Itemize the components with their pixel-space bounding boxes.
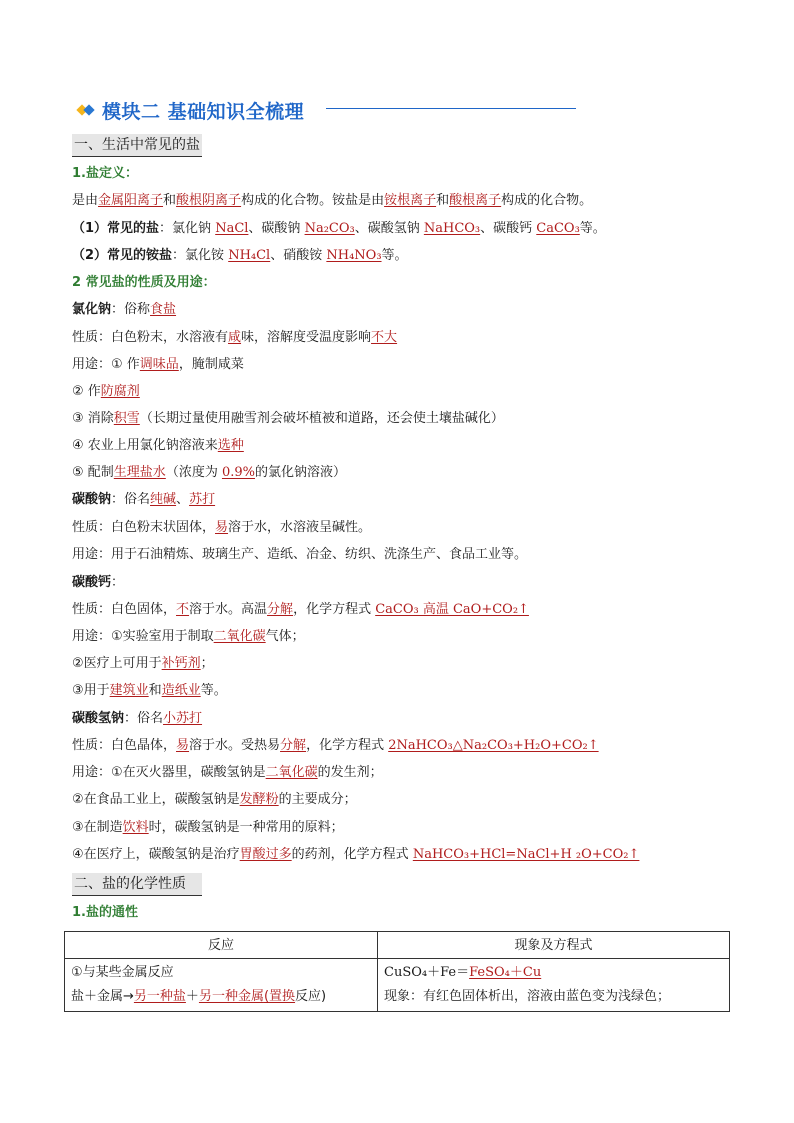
table-header-phenomenon: 现象及方程式 <box>378 932 730 959</box>
properties-heading: 2 常见盐的性质及用途： <box>72 275 216 290</box>
nacl-use-1: 用途：① 作调味品，腌制咸菜 <box>72 357 244 372</box>
nacl-use-4: ④ 农业上用氯化钠溶液来选种 <box>72 438 244 453</box>
salt-properties-table <box>64 931 730 1012</box>
caco3-use-2: ②医疗上可用于补钙剂； <box>72 656 214 671</box>
nacl-property: 性质：白色粉末，水溶液有咸味，溶解度受温度影响不大 <box>72 330 398 345</box>
diamond-icon <box>78 101 96 119</box>
reaction-equation: CuSO₄＋Fe＝FeSO₄＋Cu <box>384 965 542 980</box>
table-header-row <box>65 932 730 959</box>
general-properties-heading: 1.盐的通性 <box>72 905 138 920</box>
nahco3-use-4: ④在医疗上，碳酸氢钠是治疗胃酸过多的药剂，化学方程式 NaHCO₃+HCl=NaCl+H ₂O+CO₂↑ <box>72 847 640 862</box>
nacl-title: 氯化钠：俗称食盐 <box>72 302 177 317</box>
na2co3-title: 碳酸钠：俗名纯碱、苏打 <box>72 492 216 507</box>
definition-heading: 1.盐定义： <box>72 166 138 181</box>
caco3-use-3: ③用于建筑业和造纸业等。 <box>72 683 227 698</box>
module-title: 模块二 基础知识全梳理 <box>102 100 305 123</box>
reaction-general-equation: 盐＋金属→另一种盐＋另一种金属(置换反应) <box>71 989 327 1004</box>
table-cell-reaction <box>65 959 378 1012</box>
nahco3-property: 性质：白色晶体，易溶于水。受热易分解，化学方程式 2NaHCO₃△Na₂CO₃+H₂O+CO₂↑ <box>72 738 599 753</box>
nahco3-use-1: 用途：①在灭火器里，碳酸氢钠是二氧化碳的发生剂； <box>72 765 383 780</box>
nahco3-use-2: ②在食品工业上，碳酸氢钠是发酵粉的主要成分； <box>72 792 357 807</box>
nahco3-use-3: ③在制造饮料时，碳酸氢钠是一种常用的原料； <box>72 820 344 835</box>
caco3-use-1: 用途：①实验室用于制取二氧化碳气体； <box>72 629 305 644</box>
caco3-title: 碳酸钙： <box>72 575 125 590</box>
nahco3-title: 碳酸氢钠：俗名小苏打 <box>72 711 203 726</box>
section-heading-2: 二、盐的化学性质 <box>72 873 202 896</box>
nacl-use-5: ⑤ 配制生理盐水（浓度为 0.9%的氯化钠溶液） <box>72 465 346 480</box>
nacl-use-3: ③ 消除积雪（长期过量使用融雪剂会破坏植被和道路，还会使土壤盐碱化） <box>72 411 504 426</box>
definition-paragraph: 是由金属阳离子和酸根阴离子构成的化合物。铵盐是由铵根离子和酸根离子构成的化合物。 <box>72 193 593 208</box>
reaction-phenomenon: 现象：有红色固体析出，溶液由蓝色变为浅绿色； <box>384 989 671 1004</box>
na2co3-use: 用途：用于石油精炼、玻璃生产、造纸、冶金、纺织、洗涤生产、食品工业等。 <box>72 547 528 562</box>
ammonium-salts-line: （2）常见的铵盐：氯化铵 NH₄Cl、硝酸铵 NH₄NO₃等。 <box>72 248 408 263</box>
caco3-property: 性质：白色固体，不溶于水。高温分解，化学方程式 CaCO₃ 高温 CaO+CO₂↑ <box>72 602 529 617</box>
table-cell-phenomenon <box>378 959 730 1012</box>
na2co3-property: 性质：白色粉末状固体，易溶于水，水溶液呈碱性。 <box>72 520 372 535</box>
nacl-use-2: ② 作防腐剂 <box>72 384 140 399</box>
reaction-title: ①与某些金属反应 <box>71 965 174 980</box>
table-header-reaction: 反应 <box>65 932 378 959</box>
common-salts-line: （1）常见的盐：氯化钠 NaCl、碳酸钠 Na₂CO₃、碳酸氢钠 NaHCO₃、碳酸钙 CaCO₃等。 <box>72 221 606 236</box>
section-heading-1: 一、生活中常见的盐 <box>72 134 202 157</box>
title-rule <box>326 108 576 109</box>
table-row <box>65 959 730 1012</box>
module-header <box>78 96 304 124</box>
